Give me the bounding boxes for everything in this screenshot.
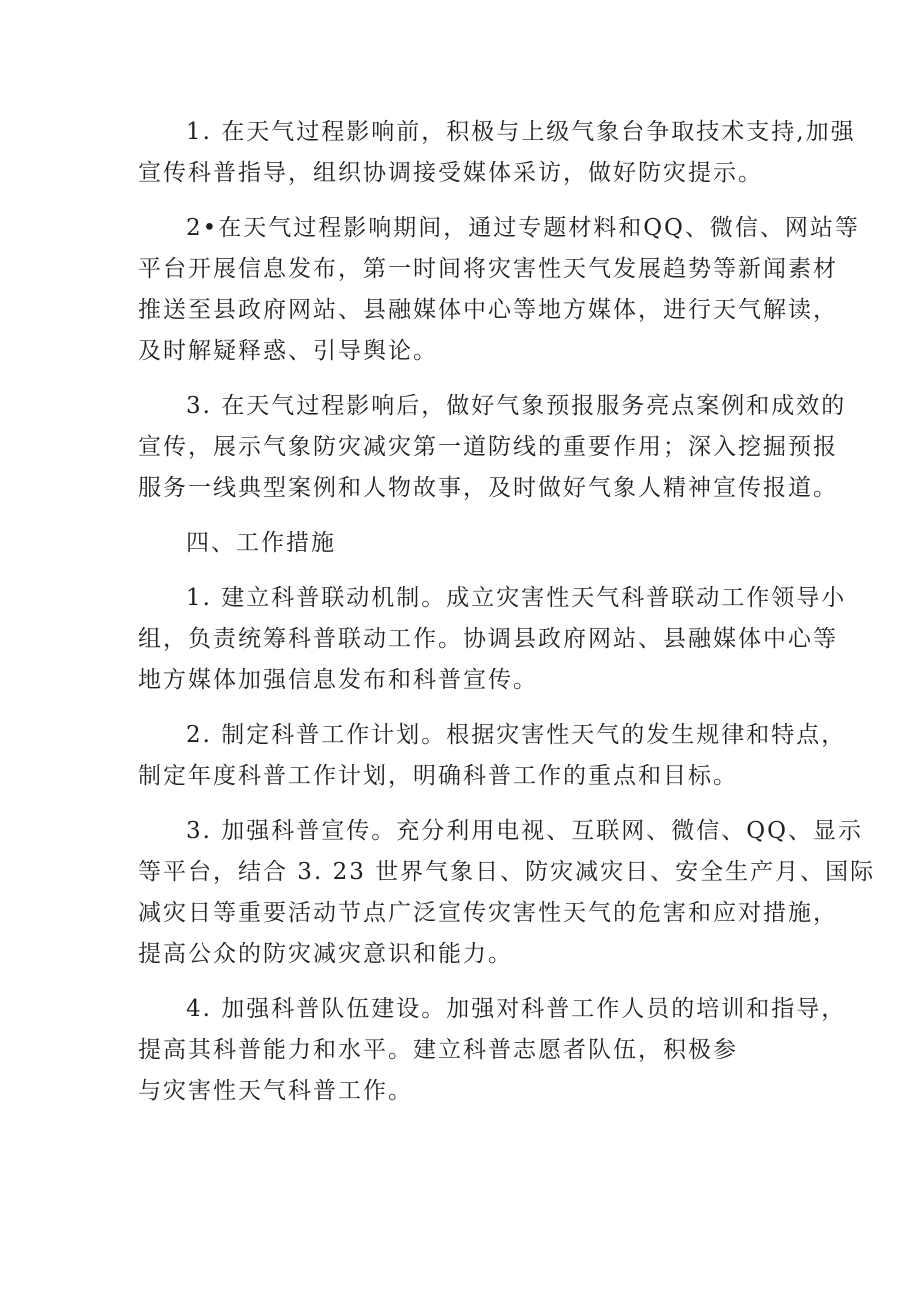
paragraph-3 — [138, 386, 847, 509]
paragraph-line: 2. 制定科普工作计划。根据灾害性天气的发生规律和特点， — [186, 722, 847, 748]
paragraph-6 — [138, 715, 847, 797]
paragraph-line: 制定年度科普工作计划，明确科普工作的重点和目标。 — [138, 763, 738, 789]
paragraph-line: 3. 在天气过程影响后，做好气象预报服务亮点案例和成效的 — [186, 393, 847, 419]
paragraph-line: 及时解疑释惑、引导舆论。 — [138, 338, 438, 364]
paragraph-7 — [138, 811, 876, 975]
paragraph-line: 宣传，展示气象防灾减灾第一道防线的重要作用；深入挖掘预报 — [138, 434, 838, 460]
paragraph-line: 宣传科普指导，组织协调接受媒体采访，做好防灾提示。 — [138, 160, 763, 186]
paragraph-line: 与灾害性天气科普工作。 — [138, 1078, 413, 1104]
paragraph-line: 1. 在天气过程影响前，积极与上级气象台争取技术支持,加强 — [186, 119, 856, 145]
paragraph-8 — [138, 989, 847, 1112]
paragraph-line: 地方媒体加强信息发布和科普宣传。 — [138, 667, 538, 693]
paragraph-line: 2•在天气过程影响期间，通过专题材料和QQ、微信、网站等 — [186, 215, 860, 241]
paragraph-line: 4. 加强科普队伍建设。加强对科普工作人员的培训和指导， — [186, 996, 847, 1022]
paragraph-line: 组，负责统筹科普联动工作。协调县政府网站、县融媒体中心等 — [138, 626, 838, 652]
document-body — [138, 112, 876, 1126]
paragraph-line: 减灾日等重要活动节点广泛宣传灾害性天气的危害和应对措施， — [138, 900, 838, 926]
paragraph-line: 平台开展信息发布，第一时间将灾害性天气发展趋势等新闻素材 — [138, 256, 838, 282]
paragraph-2 — [138, 208, 860, 372]
section-heading: 四、工作措施 — [186, 530, 336, 556]
paragraph-line: 等平台，结合 3. 23 世界气象日、防灾减灾日、安全生产月、国际 — [138, 859, 876, 885]
paragraph-5 — [138, 578, 847, 701]
paragraph-line: 服务一线典型案例和人物故事，及时做好气象人精神宣传报道。 — [138, 475, 838, 501]
paragraph-line: 1. 建立科普联动机制。成立灾害性天气科普联动工作领导小 — [186, 585, 847, 611]
paragraph-1 — [138, 112, 856, 194]
paragraph-line: 提高公众的防灾减灾意识和能力。 — [138, 941, 513, 967]
paragraph-line: 推送至县政府网站、县融媒体中心等地方媒体，进行天气解读， — [138, 297, 838, 323]
paragraph-line: 提高其科普能力和水平。建立科普志愿者队伍，积极参 — [138, 1037, 738, 1063]
paragraph-line: 3. 加强科普宣传。充分利用电视、互联网、微信、QQ、显示 — [186, 818, 863, 844]
